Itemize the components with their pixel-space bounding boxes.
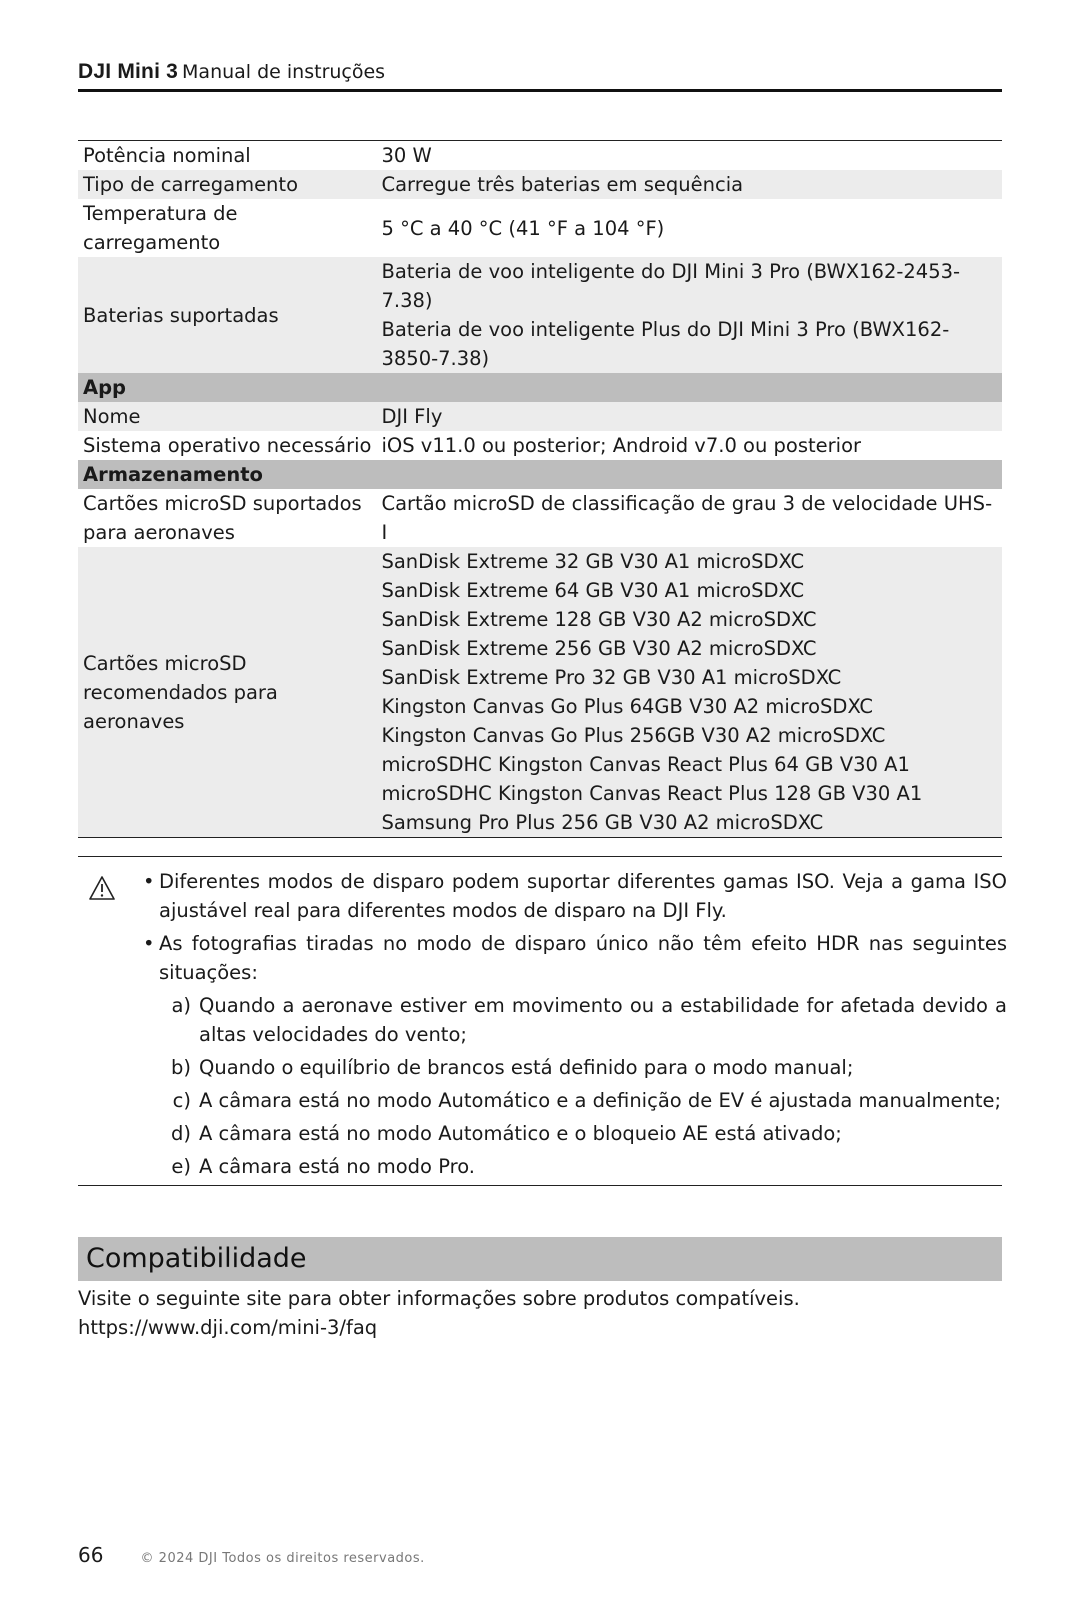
note-sublist	[143, 991, 1068, 1181]
table-row	[78, 431, 1002, 460]
page-footer	[78, 1540, 425, 1570]
spec-value: DJI Fly	[376, 402, 1002, 431]
section-label: App	[78, 373, 1002, 402]
table-row	[78, 257, 1002, 373]
spec-key: Potência nominal	[83, 144, 251, 167]
spec-key: Tipo de carregamento	[78, 170, 376, 199]
table-row	[78, 489, 1002, 547]
list-item: c) A câmara está no modo Automático e a definição de EV é ajustada manualmente;	[172, 1089, 1002, 1112]
spec-key: Nome	[78, 402, 376, 431]
table-row	[78, 170, 1002, 199]
spec-key: Cartões microSD recomendados para aeronaves	[78, 547, 376, 838]
warning-triangle-icon	[88, 875, 116, 901]
table-section-row	[78, 460, 1002, 489]
page-header	[78, 60, 1002, 92]
spec-value: Cartão microSD de classificação de grau 3 de velocidade UHS-I	[381, 492, 993, 544]
notes-box	[78, 856, 1007, 1186]
brand-title: DJI Mini 3	[78, 60, 179, 83]
note-bullet: • As fotografias tiradas no modo de disparo único não têm efeito HDR nas seguintes situações:	[143, 929, 1007, 987]
compat-body	[78, 1284, 1002, 1342]
list-item: e) A câmara está no modo Pro.	[171, 1155, 475, 1178]
notes-list	[143, 867, 1068, 1185]
spec-key: Cartões microSD suportados para aeronaves	[83, 492, 362, 544]
table-row	[78, 402, 1002, 431]
section-heading-compatibility: Compatibilidade	[78, 1237, 1002, 1281]
spec-table	[78, 140, 1002, 838]
list-item: a) Quando a aeronave estiver em movimento ou a estabilidade for afetada devido a altas velocidades do vento;	[171, 994, 1007, 1046]
spec-key: Baterias suportadas	[78, 257, 376, 373]
spec-value: SanDisk Extreme 32 GB V30 A1 microSDXC SanDisk Extreme 64 GB V30 A1 microSDXC SanDisk Extreme 128 GB V30 A2 microSDXC SanDisk Extreme 256 GB V30 A2 microSDXC SanDisk Extreme Pro 32 GB V30 A1 microSDXC Kingston Canvas Go Plus 64GB V30 A2 microSDXC Kingston Canvas Go Plus 256GB V30 A2 microSDXC microSDHC Kingston Canvas React Plus 64 GB V30 A1 microSDHC Kingston Canvas React Plus 128 GB V30 A1 Samsung Pro Plus 256 GB V30 A2 microSDXC	[376, 547, 1002, 838]
note-bullet: • Diferentes modos de disparo podem suportar diferentes gamas ISO. Veja a gama ISO ajustável real para diferentes modos de disparo na DJI Fly.	[143, 867, 1007, 925]
copyright: © 2024 DJI Todos os direitos reservados.	[140, 1551, 425, 1566]
table-section-row	[78, 373, 1002, 402]
section-label: Armazenamento	[78, 460, 1002, 489]
spec-value: Bateria de voo inteligente do DJI Mini 3 Pro (BWX162-2453-7.38) Bateria de voo inteligente Plus do DJI Mini 3 Pro (BWX162-3850-7.38)	[376, 257, 1002, 373]
spec-value: 30 W	[381, 144, 432, 167]
list-item: b) Quando o equilíbrio de brancos está definido para o modo manual;	[171, 1056, 854, 1079]
page-number: 66	[78, 1543, 104, 1567]
table-row	[78, 141, 1002, 171]
compat-link[interactable]: https://www.dji.com/mini-3/faq	[78, 1316, 378, 1339]
spec-key: Temperatura de carregamento	[83, 202, 238, 254]
spec-value: iOS v11.0 ou posterior; Android v7.0 ou posterior	[381, 434, 862, 457]
table-row	[78, 199, 1002, 257]
spec-value: 5 °C a 40 °C (41 °F a 104 °F)	[381, 216, 665, 240]
table-row	[78, 547, 1002, 838]
spec-key: Sistema operativo necessário	[83, 434, 372, 457]
compat-description: Visite o seguinte site para obter informações sobre produtos compatíveis.	[78, 1287, 800, 1310]
header-subtitle: Manual de instruções	[182, 61, 386, 83]
spec-value: Carregue três baterias em sequência	[376, 170, 1002, 199]
list-item: d) A câmara está no modo Automático e o bloqueio AE está ativado;	[171, 1122, 842, 1145]
